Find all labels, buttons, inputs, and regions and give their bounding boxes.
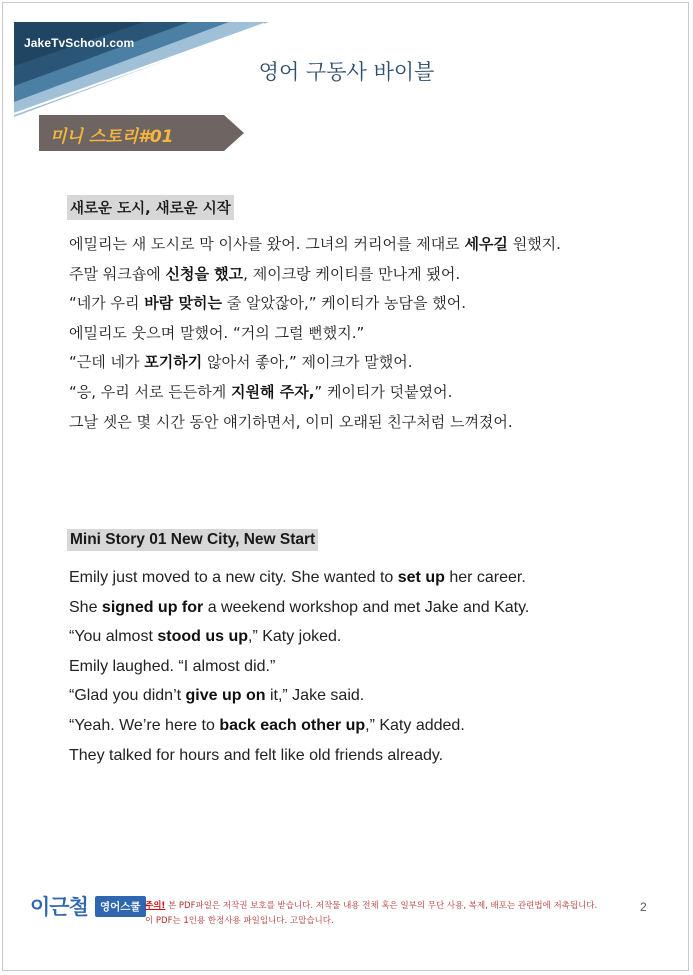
phrasal-verb-highlight: stood us up xyxy=(157,628,248,646)
story-text-segment: “네가 우리 xyxy=(69,294,145,313)
story-text-segment: “You almost xyxy=(69,628,158,646)
story-line xyxy=(69,714,529,744)
notice-line-1: 본 PDF파일은 저작권 보호를 받습니다. 저작물 내용 전체 혹은 일부의 무단 사용, 복제, 배포는 관련법에 저촉됩니다. xyxy=(165,901,598,911)
story-text-segment: Emily laughed. “I almost did.” xyxy=(69,657,276,675)
story-text-segment: ,” Katy added. xyxy=(365,716,465,734)
story-text-segment: , 제이크랑 케이티를 만나게 됐어. xyxy=(243,264,461,283)
phrasal-verb-highlight: 지원해 주자, xyxy=(231,382,315,401)
korean-story-heading: 새로운 도시, 새로운 시작 xyxy=(67,195,234,220)
story-text-segment: 줄 알았잖아,” 케이티가 농담을 했어. xyxy=(221,294,466,313)
story-text-segment: her career. xyxy=(444,569,526,586)
story-text-segment: Emily just moved to a new city. She wanted to xyxy=(69,569,398,586)
logo-main-text: 이근철 xyxy=(30,895,88,919)
story-text-segment: She xyxy=(69,598,102,616)
phrasal-verb-highlight: 신청을 했고 xyxy=(165,264,244,283)
story-text-segment: 에밀리는 새 도시로 막 이사를 왔어. 그녀의 커리어를 제대로 xyxy=(69,235,465,253)
english-story-heading: Mini Story 01 New City, New Start xyxy=(67,529,318,551)
phrasal-verb-highlight: 포기하기 xyxy=(144,353,203,372)
story-line xyxy=(69,380,561,410)
story-text-segment: “근데 네가 xyxy=(69,353,145,372)
phrasal-verb-highlight: signed up for xyxy=(101,598,204,616)
story-line xyxy=(69,566,529,596)
story-text-segment: 않아서 좋아,” 제이크가 말했어. xyxy=(202,353,413,372)
story-text-segment: a weekend workshop and met Jake and Katy. xyxy=(203,598,530,616)
story-text-segment: 원했지. xyxy=(507,235,561,253)
story-line xyxy=(69,232,561,262)
story-text-segment: They talked for hours and felt like old friends already. xyxy=(69,746,444,764)
notice-line-2: 이 PDF는 1인용 한정사용 파일입니다. 고맙습니다. xyxy=(145,916,334,926)
story-line xyxy=(69,321,561,351)
phrasal-verb-highlight: back each other up xyxy=(219,716,366,734)
phrasal-verb-highlight: set up xyxy=(397,569,445,586)
story-line xyxy=(69,262,561,292)
site-name: JakeTvSchool.com xyxy=(24,36,135,50)
korean-story-text xyxy=(69,232,561,439)
story-text-segment: ” 케이티가 덧붙였어. xyxy=(314,382,453,401)
story-line xyxy=(69,655,529,685)
book-title: 영어 구동사 바이블 xyxy=(258,60,435,84)
copyright-notice xyxy=(145,899,597,929)
story-line xyxy=(69,350,561,380)
story-text-segment: “응, 우리 서로 든든하게 xyxy=(69,382,232,401)
story-text-segment: it,” Jake said. xyxy=(265,687,365,705)
notice-warning: 주의! xyxy=(145,901,166,911)
story-text-segment: “Yeah. We’re here to xyxy=(69,716,220,734)
logo-badge: 영어스쿨 xyxy=(95,896,146,917)
story-line xyxy=(69,684,529,714)
story-text-segment: 그날 셋은 몇 시간 동안 얘기하면서, 이미 오래된 친구처럼 느껴졌어. xyxy=(69,412,513,431)
story-line xyxy=(69,596,529,626)
story-text-segment: ,” Katy joked. xyxy=(248,628,342,646)
story-text-segment: “Glad you didn’t xyxy=(69,687,186,705)
story-line xyxy=(69,291,561,321)
story-line xyxy=(69,410,561,440)
phrasal-verb-highlight: 세우길 xyxy=(464,235,508,253)
english-story-text xyxy=(69,566,529,773)
page-number: 2 xyxy=(640,900,647,914)
phrasal-verb-highlight: give up on xyxy=(185,687,266,705)
story-ribbon-label: 미니 스토리#01 xyxy=(50,127,174,147)
phrasal-verb-highlight: 바람 맞히는 xyxy=(144,294,222,313)
story-text-segment: 에밀리도 웃으며 말했어. “거의 그럴 뻔했지.” xyxy=(69,323,365,342)
story-line xyxy=(69,744,529,774)
school-logo xyxy=(30,891,146,921)
story-text-segment: 주말 워크숍에 xyxy=(69,264,166,283)
story-line xyxy=(69,625,529,655)
